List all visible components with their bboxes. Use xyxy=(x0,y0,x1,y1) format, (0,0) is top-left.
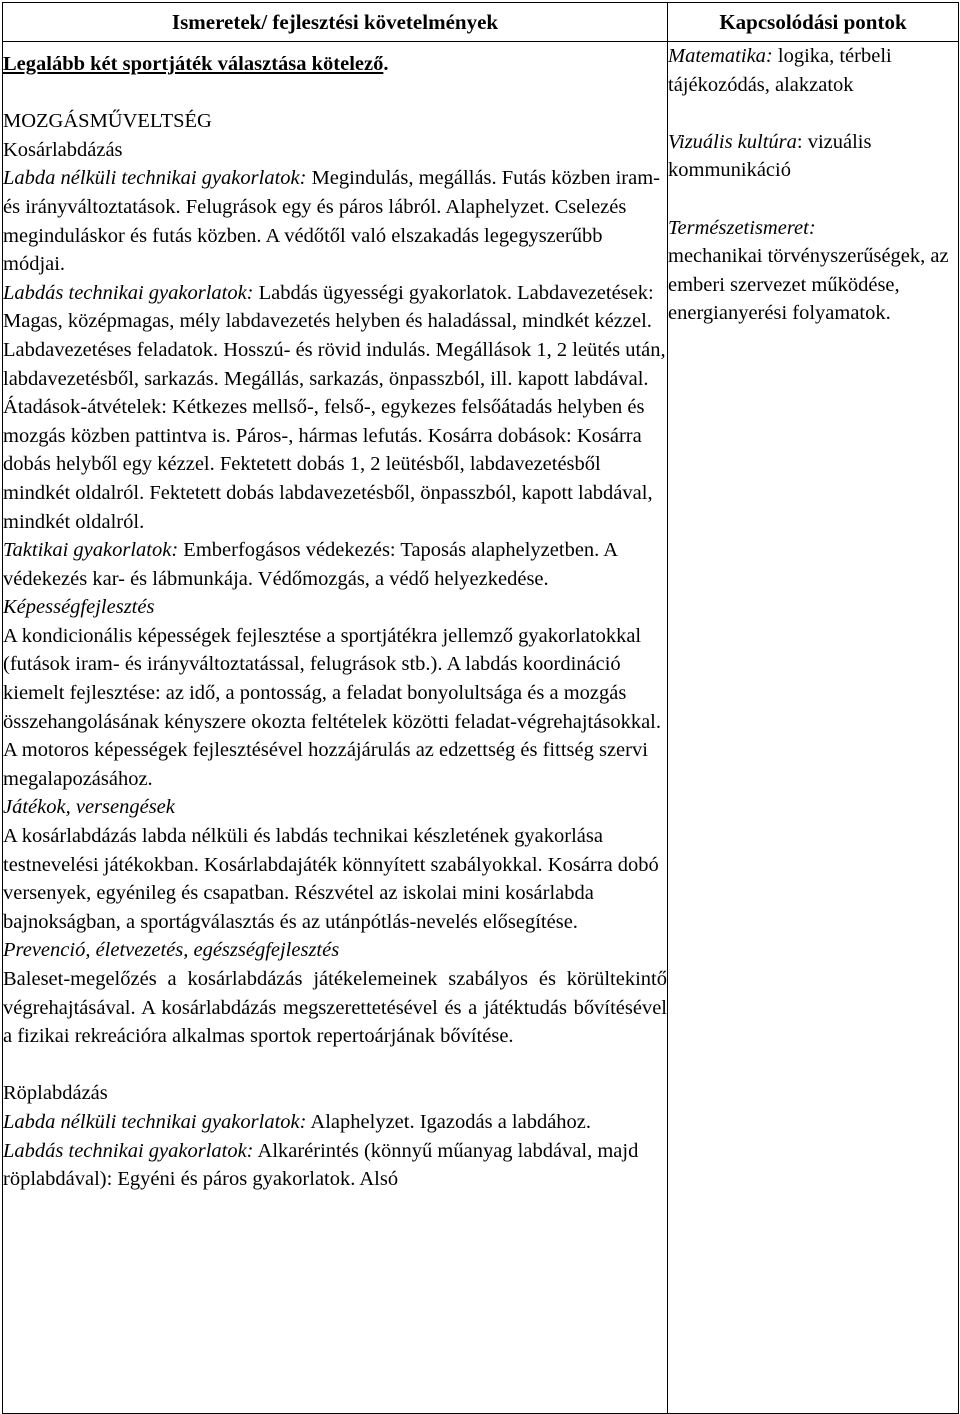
spacer xyxy=(3,79,667,108)
paragraph-jatekok: A kosárlabdázás labda nélküli és labdás technikai készletének gyakorlása testnevelési játékokban. Kosárlabdajáték könnyített szabályokkal. Kosárra dobó versenyek, egyénileg és csapatban. Részvétel az iskolai mini kosárlabda bajnokságban, a sportágválasztás és az utánpótlás-nevelés elősegítése. xyxy=(3,825,659,933)
connections-cell xyxy=(668,42,959,1414)
text-no-ball: Megindulás, megállás. Futás közben iram- és irányváltoztatások. Felugrások egy és páros lábról. Alaphelyzet. Cselezés meginduláskor és futás közben. A védőtől való elszakadás legegyszerűbb módjai. xyxy=(3,167,660,276)
label-volley-no-ball: Labda nélküli technikai gyakorlatok: xyxy=(3,1110,307,1133)
label-tactics: Taktikai gyakorlatok: xyxy=(3,539,179,562)
spacer xyxy=(668,99,958,128)
paragraph-volley-ball xyxy=(3,1137,667,1194)
header-row xyxy=(3,3,959,42)
connection-visual xyxy=(668,128,958,185)
paragraph-kepesseg: A kondicionális képességek fejlesztése a sportjátékra jellemző gyakorlatokkal (futások iram- és irányváltoztatással, felugrások stb.). A labdás koordináció kiemelt fejlesztése: az idő, a pontosság, a feladat bonyolultsága és a mozgás összehangolásának kényszere okozta feltételek közötti feladat-végrehajtásokkal. A motoros képességek fejlesztésével hozzájárulás az edzettség és fittség szervi megalapozásához. xyxy=(3,624,661,790)
heading-prevencio: Prevenció, életvezetés, egészségfejlesztés xyxy=(3,939,340,962)
label-science: Természetismeret: xyxy=(668,216,816,239)
curriculum-table xyxy=(2,2,959,1414)
paragraph-prevencio: Baleset-megelőzés a kosárlabdázás játékelemeinek szabályos és körültekintő végrehajtásával. A kosárlabdázás megszerettetésével és a játéktudás bővítésével a fizikai rekreációra alkalmas sportok repertoárjának bővítése. xyxy=(3,968,667,1048)
intro-line xyxy=(3,50,667,79)
header-right: Kapcsolódási pontok xyxy=(668,3,959,42)
text-volley-no-ball: Alaphelyzet. Igazodás a labdához. xyxy=(306,1110,592,1133)
text-visual: : vizuális kommunikáció xyxy=(668,130,872,182)
label-volley-ball: Labdás technikai gyakorlatok: xyxy=(3,1139,254,1162)
spacer xyxy=(668,185,958,214)
intro-bold: Legalább két sportjáték választása kötelező xyxy=(3,53,384,75)
text-science: mechanikai törvényszerűségek, az emberi szervezet működése, energianyerési folyamatok. xyxy=(668,245,949,325)
spacer xyxy=(3,1051,667,1080)
text-math: logika, térbeli tájékozódás, alakzatok xyxy=(668,45,892,96)
requirements-cell xyxy=(3,42,668,1414)
heading-jatekok: Játékok, versengések xyxy=(3,796,175,819)
label-no-ball: Labda nélküli technikai gyakorlatok: xyxy=(3,167,307,190)
label-math: Matematika: xyxy=(668,45,773,67)
heading-kepesseg: Képességfejlesztés xyxy=(3,596,155,619)
paragraph-no-ball xyxy=(3,164,667,278)
header-left: Ismeretek/ fejlesztési követelmények xyxy=(3,3,668,42)
section-title: MOZGÁSMŰVELTSÉG xyxy=(3,110,212,133)
text-tactics: Emberfogásos védekezés: Taposás alaphelyzetben. A védekezés kar- és lábmunkája. Védőmozgás, a védő helyezkedése. xyxy=(3,539,617,590)
label-ball: Labdás technikai gyakorlatok: xyxy=(3,281,254,304)
content-row xyxy=(3,42,959,1414)
label-visual: Vizuális kultúra xyxy=(668,130,797,153)
connection-math xyxy=(668,42,958,99)
intro-dot: . xyxy=(383,53,389,75)
basketball-title: Kosárlabdázás xyxy=(3,138,123,161)
paragraph-volley-no-ball xyxy=(3,1108,667,1137)
paragraph-ball xyxy=(3,279,667,536)
text-volley-ball: Alkarérintés (könnyű műanyag labdával, majd röplabdával): Egyéni és páros gyakorlatok. Alsó xyxy=(3,1139,639,1191)
paragraph-tactics xyxy=(3,536,667,593)
volleyball-title: Röplabdázás xyxy=(3,1082,108,1105)
text-ball: Labdás ügyességi gyakorlatok. Labdavezetések: Magas, középmagas, mély labdavezetés helyben és haladással, mindkét kézzel. Labdavezetéses feladatok. Hosszú- és rövid indulás. Megállások 1, 2 leütés után, labdavezetésből, sarkazás. Megállás, sarkazás, önpasszból, ill. kapott labdával. Átadások-átvételek: Kétkezes mellső-, felső-, egykezes felsőátadás helyben és mozgás közben pattintva is. Páros-, hármas lefutás. Kosárra dobások: Kosárra dobás helyből egy kézzel. Fektetett dobás 1, 2 leütésből, labdavezetésből mindkét oldalról. Fektetett dobás labdavezetésből, önpasszból, kapott labdával, mindkét oldalról. xyxy=(3,281,666,533)
